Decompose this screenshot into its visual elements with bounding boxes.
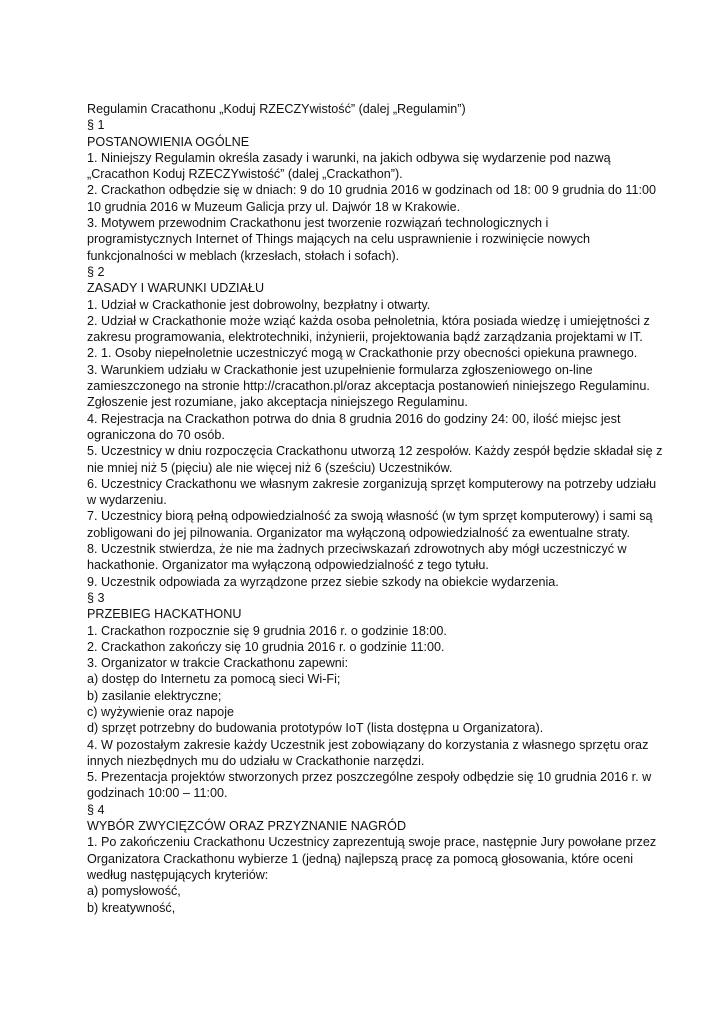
paragraph-line: d) sprzęt potrzebny do budowania prototypów IoT (lista dostępna u Organizatora).: [87, 721, 544, 736]
paragraph-line: c) wyżywienie oraz napoje: [87, 704, 234, 719]
section-2-heading: § 2: [87, 264, 105, 279]
paragraph-line: 8. Uczestnik stwierdza, że nie ma żadnych przeciwskazań zdrowotnych aby mógł uczestniczyć w: [87, 542, 627, 557]
section-3-title: PRZEBIEG HACKATHONU: [87, 607, 242, 622]
document-page: [87, 101, 687, 916]
paragraph-line: Zgłoszenie jest rozumiane, jako akceptacja niniejszego Regulaminu.: [87, 395, 468, 410]
paragraph-line: 1. Niniejszy Regulamin określa zasady i warunki, na jakich odbywa się wydarzenie pod nazwą: [87, 150, 611, 165]
paragraph-line: według następujących kryteriów:: [87, 867, 269, 882]
paragraph-line: zobligowani do jej pilnowania. Organizator ma wyłączoną odpowiedzialność za ewentualne straty.: [87, 525, 631, 540]
paragraph-line: 3. Motywem przewodnim Crackathonu jest tworzenie rozwiązań technologicznych i: [87, 216, 549, 231]
section-4-title: WYBÓR ZWYCIĘZCÓW ORAZ PRZYZNANIE NAGRÓD: [87, 819, 407, 834]
section-4-heading: § 4: [87, 802, 105, 817]
paragraph-line: a) pomysłowość,: [87, 884, 181, 899]
paragraph-line: b) zasilanie elektryczne;: [87, 688, 222, 703]
paragraph-line: 9. Uczestnik odpowiada za wyrządzone przez siebie szkody na obiekcie wydarzenia.: [87, 574, 559, 589]
paragraph-line: ograniczona do 70 osób.: [87, 427, 225, 442]
paragraph-line: w wydarzeniu.: [87, 493, 167, 508]
paragraph-line: innych niezbędnych mu do udziału w Crackathonie narzędzi.: [87, 753, 425, 768]
paragraph-line: 2. 1. Osoby niepełnoletnie uczestniczyć mogą w Crackathonie przy obecności opiekuna prawnego.: [87, 346, 638, 361]
paragraph-line: programistycznych Internet of Things mających na celu usprawnienie i rozwinięcie nowych: [87, 232, 591, 247]
paragraph-line: 3. Warunkiem udziału w Crackathonie jest uzupełnienie formularza zgłoszeniowego on-line: [87, 362, 593, 377]
section-1-title: POSTANOWIENIA OGÓLNE: [87, 134, 250, 149]
paragraph-line: 1. Udział w Crackathonie jest dobrowolny, bezpłatny i otwarty.: [87, 297, 431, 312]
paragraph-line: 7. Uczestnicy biorą pełną odpowiedzialność za swoją własność (w tym sprzęt komputerowy) i sami są: [87, 509, 653, 524]
paragraph-line: nie mniej niż 5 (pięciu) ale nie więcej niż 6 (sześciu) Uczestników.: [87, 460, 453, 475]
paragraph-line: 2. Crackathon odbędzie się w dniach: 9 do 10 grudnia 2016 w godzinach od 18: 00 9 grudnia do 11:00: [87, 183, 656, 198]
paragraph-line: 1. Po zakończeniu Crackathonu Uczestnicy zaprezentują swoje prace, następnie Jury powołane przez: [87, 835, 657, 850]
paragraph-line: 6. Uczestnicy Crackathonu we własnym zakresie zorganizują sprzęt komputerowy na potrzeby udziału: [87, 476, 657, 491]
paragraph-line: Organizatora Crackathonu wybierze 1 (jedną) najlepszą pracę za pomocą głosowania, które oceni: [87, 851, 634, 866]
section-1-heading: § 1: [87, 118, 105, 133]
section-2-title: ZASADY I WARUNKI UDZIAŁU: [87, 281, 265, 296]
paragraph-line: 1. Crackathon rozpocznie się 9 grudnia 2016 r. o godzinie 18:00.: [87, 623, 447, 638]
paragraph-line: 2. Udział w Crackathonie może wziąć każda osoba pełnoletnia, która posiada wiedzę i umiejętności z: [87, 313, 650, 328]
paragraph-line: hackathonie. Organizator ma wyłączoną odpowiedzialność z tego tytułu.: [87, 558, 489, 573]
paragraph-line: godzinach 10:00 – 11:00.: [87, 786, 228, 801]
document-title: Regulamin Cracathonu „Koduj RZECZYwistość” (dalej „Regulamin”): [87, 102, 466, 116]
section-3-heading: § 3: [87, 590, 105, 605]
paragraph-line: 5. Uczestnicy w dniu rozpoczęcia Crackathonu utworzą 12 zespołów. Każdy zespół będzie składał się z: [87, 444, 663, 459]
paragraph-line: funkcjonalności w meblach (krzesłach, stołach i sofach).: [87, 248, 400, 263]
paragraph-line: zakresu programowania, elektrotechniki, inżynierii, projektowania bądź zarządzania projektami w IT.: [87, 330, 643, 345]
paragraph-line: „Cracathon Koduj RZECZYwistość” (dalej „Crackathon”).: [87, 167, 403, 182]
paragraph-line: b) kreatywność,: [87, 900, 176, 915]
paragraph-line: zamieszczonego na stronie http://cracathon.pl/oraz akceptacja postanowień niniejszego Regulaminu.: [87, 379, 650, 394]
paragraph-line: 4. W pozostałym zakresie każdy Uczestnik jest zobowiązany do korzystania z własnego sprzętu oraz: [87, 737, 649, 752]
paragraph-line: 2. Crackathon zakończy się 10 grudnia 2016 r. o godzinie 11:00.: [87, 639, 445, 654]
paragraph-line: 4. Rejestracja na Crackathon potrwa do dnia 8 grudnia 2016 do godziny 24: 00, ilość miejsc jest: [87, 411, 621, 426]
paragraph-line: a) dostęp do Internetu za pomocą sieci Wi-Fi;: [87, 672, 341, 687]
paragraph-line: 10 grudnia 2016 w Muzeum Galicja przy ul. Dajwór 18 w Krakowie.: [87, 199, 461, 214]
paragraph-line: 5. Prezentacja projektów stworzonych przez poszczególne zespoły odbędzie się 10 grudnia 2016 r. w: [87, 770, 652, 785]
paragraph-line: 3. Organizator w trakcie Crackathonu zapewni:: [87, 656, 349, 671]
